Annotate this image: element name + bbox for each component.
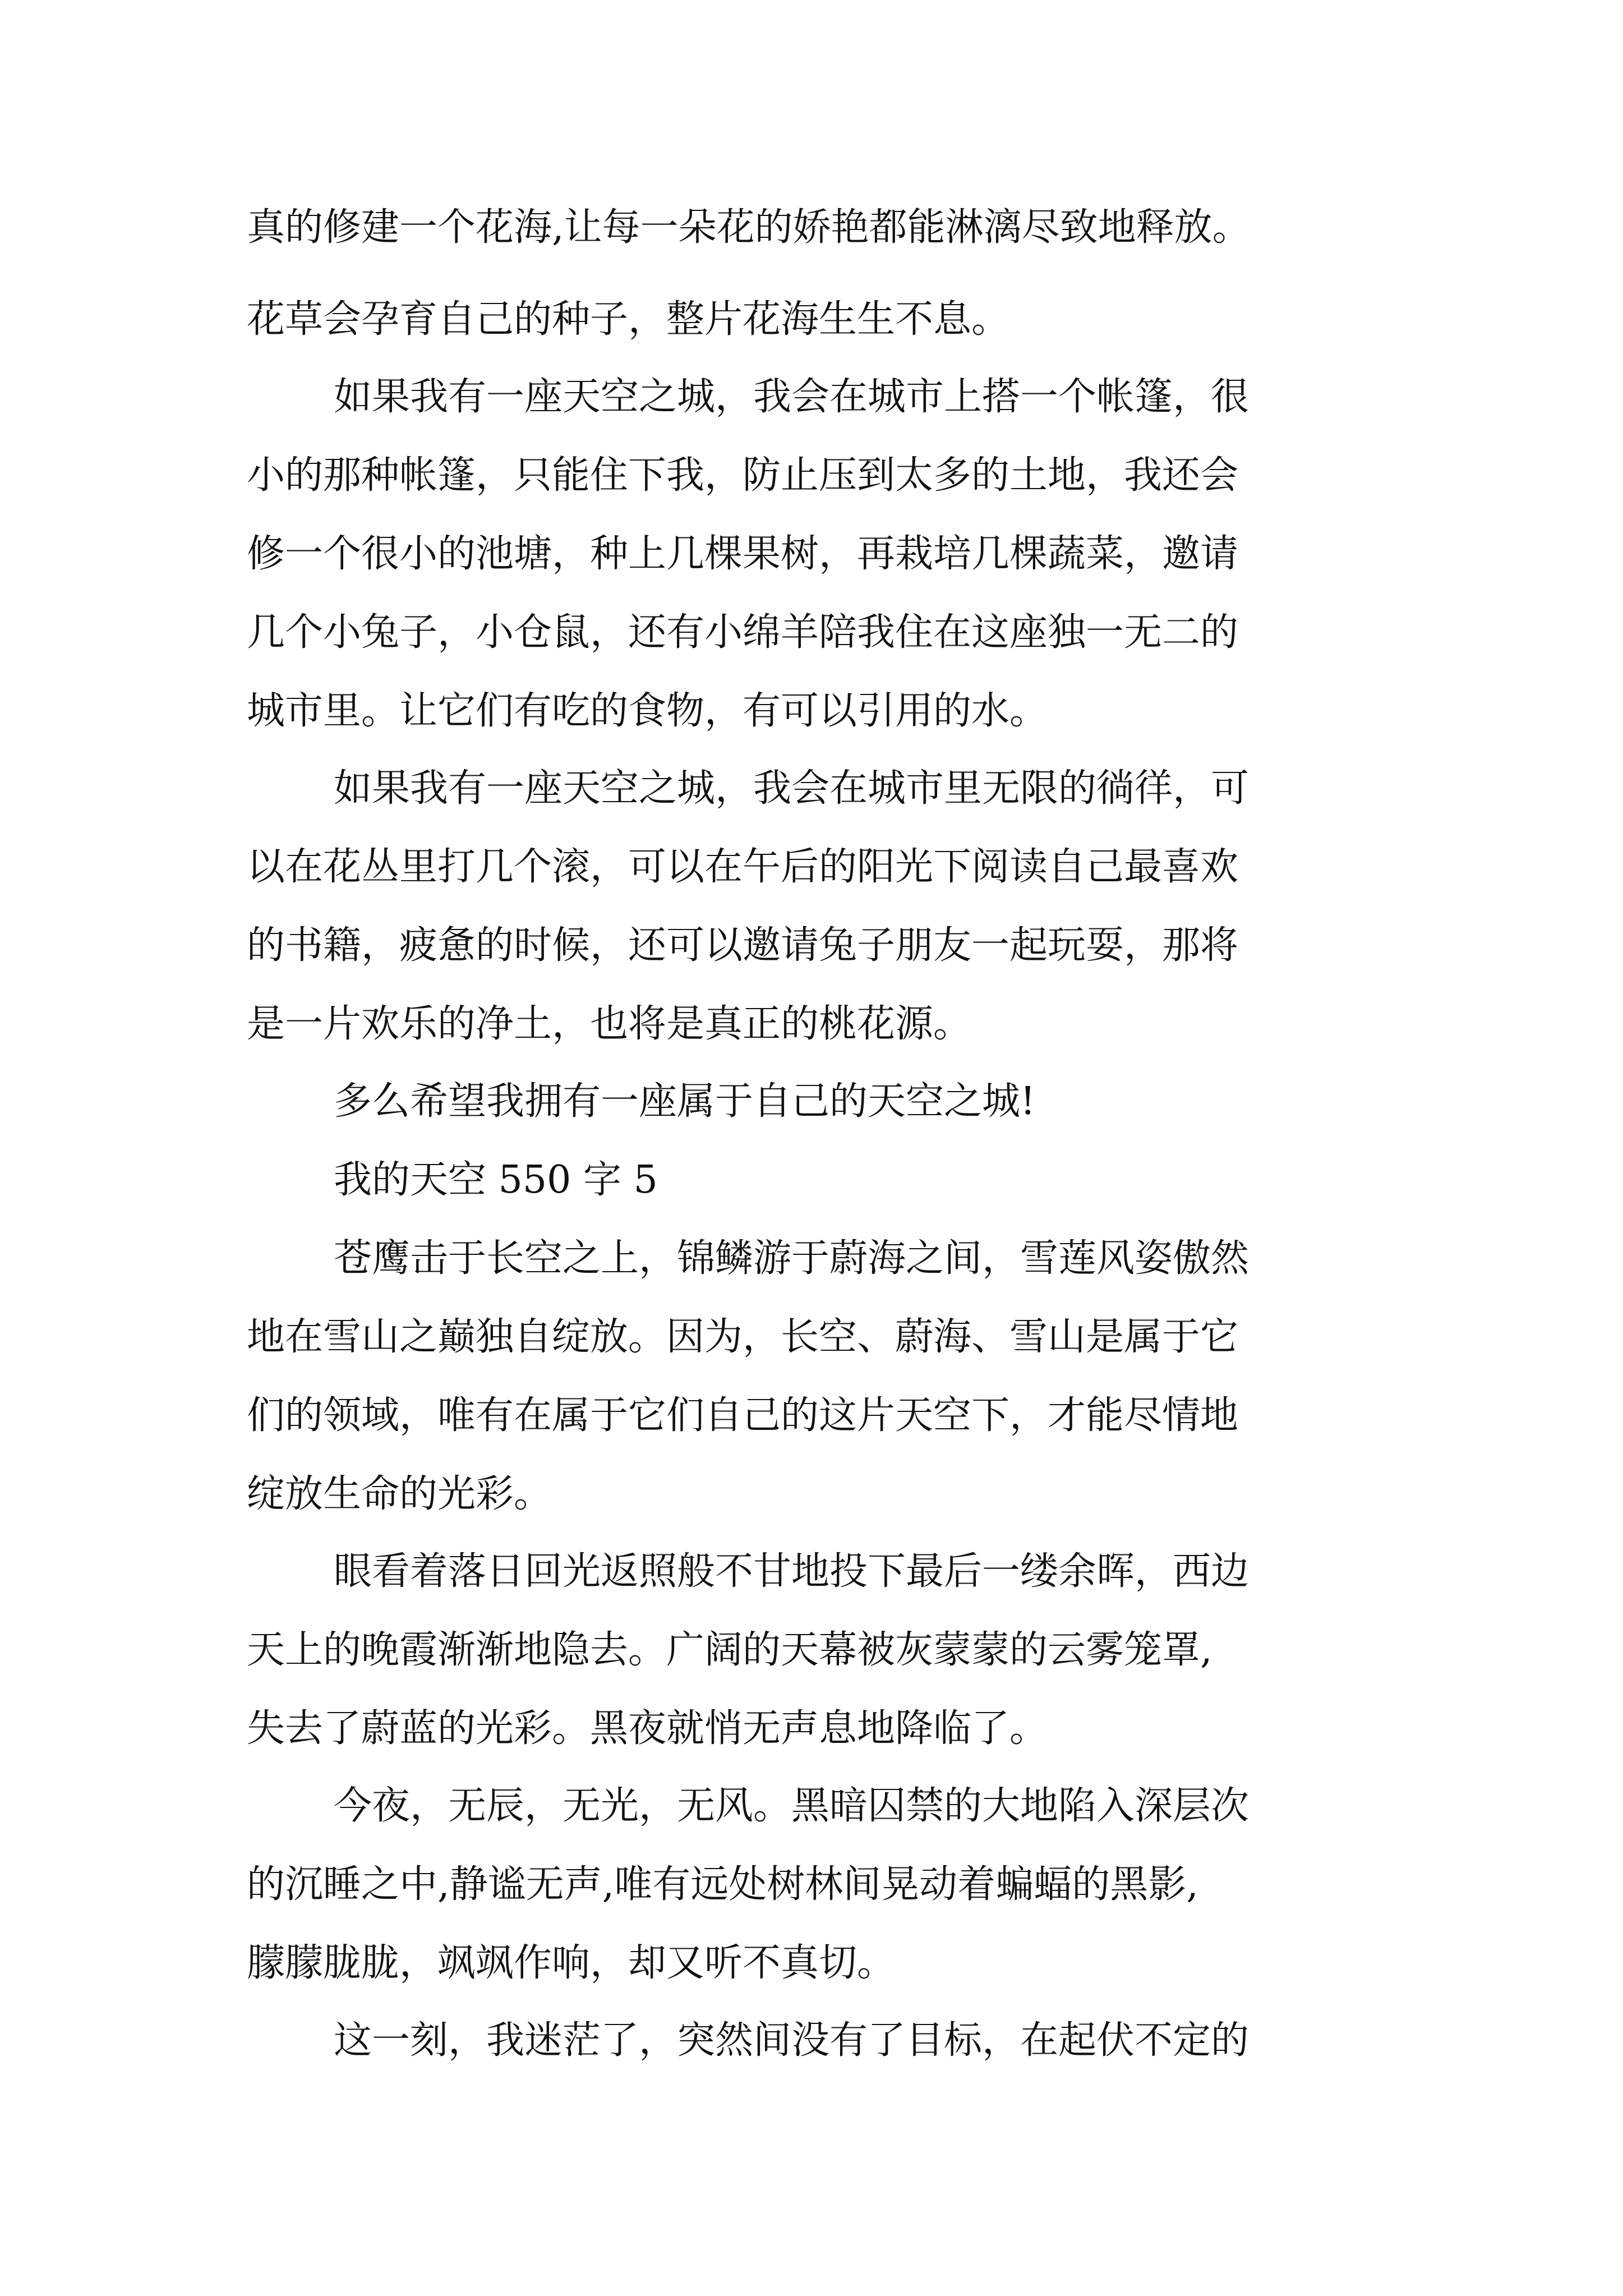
text-line: 苍鹰击于长空之上，锦鳞游于蔚海之间，雪莲风姿傲然 [334,1236,1249,1281]
text-line: 是一片欢乐的净土，也将是真正的桃花源。 [247,1002,972,1046]
text-line: 真的修建一个花海,让每一朵花的娇艳都能淋漓尽致地释放。 [247,205,1251,250]
text-line: 城市里。让它们有吃的食物，有可以引用的水。 [247,689,1048,733]
text-line: 天上的晚霞渐渐地隐去。广阔的天幕被灰蒙蒙的云雾笼罩, [247,1628,1212,1672]
text-line: 修一个很小的池塘，种上几棵果树，再栽培几棵蔬菜，邀请 [247,532,1239,576]
section-heading: 我的天空 550 字 5 [334,1158,658,1202]
text-line: 失去了蔚蓝的光彩。黑夜就悄无声息地降临了。 [247,1706,1048,1751]
text-line: 几个小兔子，小仓鼠，还有小绵羊陪我住在这座独一无二的 [247,610,1239,655]
text-line: 小的那种帐篷，只能住下我，防止压到太多的土地，我还会 [247,453,1239,498]
text-line: 花草会孕育自己的种子，整片花海生生不息。 [247,297,1010,342]
text-line: 绽放生命的光彩。 [247,1472,552,1516]
text-line: 们的领域，唯有在属于它们自己的这片天空下，才能尽情地 [247,1393,1239,1438]
text-line: 的沉睡之中,静谧无声,唯有远处树林间晃动着蝙蝠的黑影, [247,1862,1198,1907]
text-line: 地在雪山之巅独自绽放。因为，长空、蔚海、雪山是属于它 [247,1315,1239,1359]
text-line: 如果我有一座天空之城，我会在城市上搭一个帐篷，很 [334,375,1249,419]
text-line: 眼看着落日回光返照般不甘地投下最后一缕余晖，西边 [334,1549,1249,1594]
text-line: 多么希望我拥有一座属于自己的天空之城! [334,1079,1036,1124]
text-line: 如果我有一座天空之城，我会在城市里无限的徜徉，可 [334,766,1249,811]
text-line: 今夜，无辰，无光，无风。黑暗囚禁的大地陷入深层次 [334,1784,1249,1828]
text-line: 的书籍，疲惫的时候，还可以邀请兔子朋友一起玩耍，那将 [247,923,1239,968]
text-line: 以在花丛里打几个滚，可以在午后的阳光下阅读自己最喜欢 [247,845,1239,889]
text-line: 朦朦胧胧，飒飒作响，却又听不真切。 [247,1941,896,1985]
text-line: 这一刻，我迷茫了，突然间没有了目标，在起伏不定的 [334,2018,1249,2063]
